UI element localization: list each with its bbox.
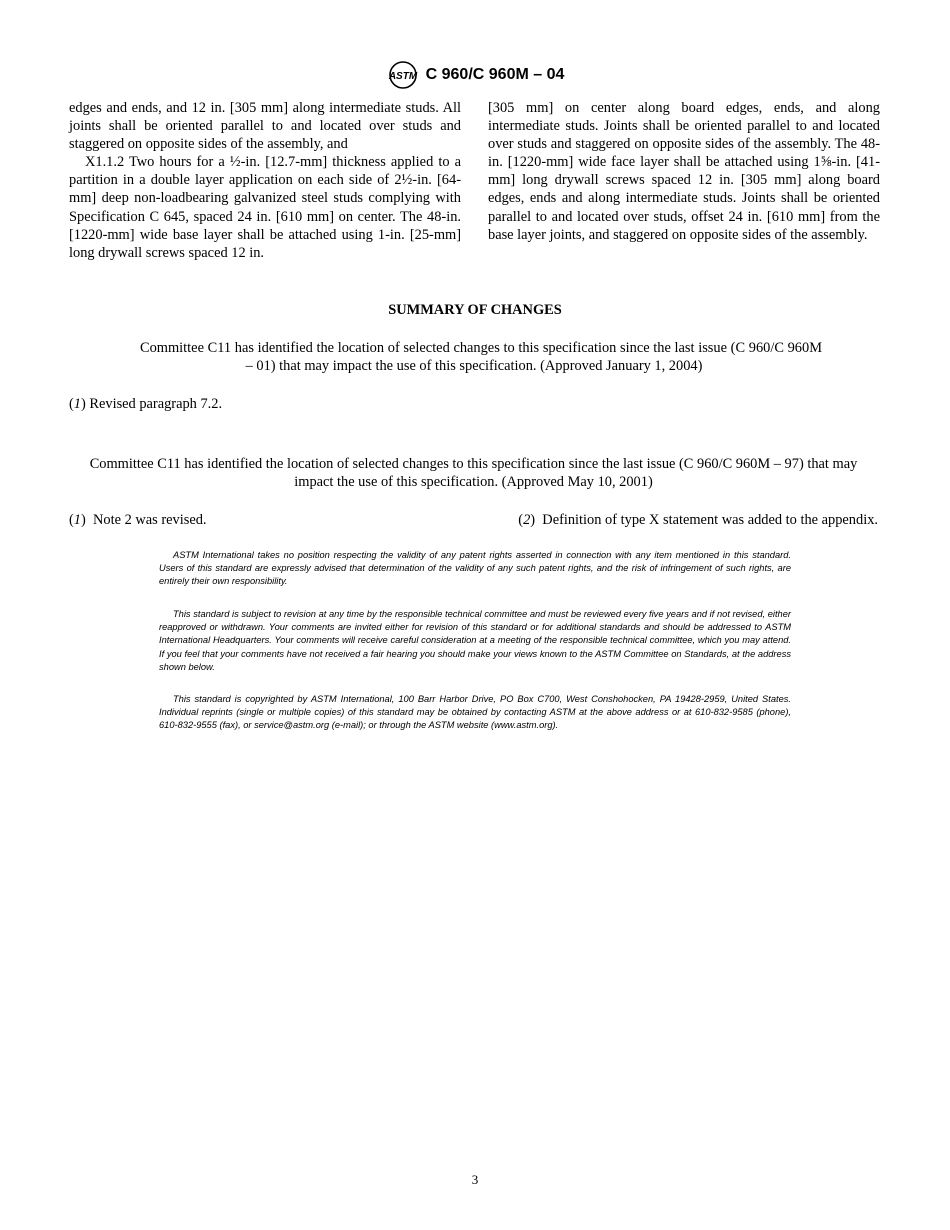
left-para-1: edges and ends, and 12 in. [305 mm] along intermediate studs. All joints shall be oriented parallel to and located over studs and staggered on opposite sides of the assembly, and [69,100,461,153]
patent-notice: ASTM International takes no position respecting the validity of any patent rights asserted in connection with any item mentioned in this standard. Users of this standard are expressly advised that determination of the validity of any such patent rights, and the risk of infringement of such rights, are entirely their own responsibility. [159,550,791,587]
logo-text: ASTM [388,71,417,82]
revision-notice: This standard is subject to revision at any time by the responsible technical committee and must be reviewed every five years and if not revised, either reapproved or withdrawn. Your comments are invited either for revision of this standard or for additional standards and should be addressed to ASTM International Headquarters. Your comments will receive careful consideration at a meeting of the responsible technical committee, which you may attend. If you feel that your comments have not received a fair hearing you should make your views known to the ASTM Committee on Standards, at the address shown below. [159,609,791,672]
left-para-2: X1.1.2 Two hours for a ½-in. [12.7-mm] thickness applied to a partition in a double layer application on each side of 2½-in. [64-mm] deep non-loadbearing galvanized steel studs complying with Specification C 645, spaced 24 in. [610 mm] on center. The 48-in. [1220-mm] wide base layer shall be attached using 1-in. [25-mm] long drywall screws spaced 12 in. [69,154,461,261]
item-number: 1 [73,512,81,528]
right-para-1: [305 mm] on center along board edges, ends, and along intermediate studs. Joints shall be oriented parallel to and located over studs and staggered on opposite sides of the assembly. The 48-in. [1220-mm] wide face layer shall be attached using 1⅝-in. [41-mm] long drywall screws spaced 12 in. [305 mm] along board edges, ends and along intermediate studs. Joints shall be oriented parallel to and located over studs, offset 24 in. [610 mm] from the base layer joints, and staggered on opposite sides of the assembly. [488,100,880,243]
item-text: Definition of type X statement was added to the appendix. [542,512,878,528]
copyright-notice: This standard is copyrighted by ASTM International, 100 Barr Harbor Drive, PO Box C700, West Conshohocken, PA 19428-2959, United States. Individual reprints (single or multiple copies) of this standard may be obtained by contacting ASTM at the above address or at 610-832-9585 (phone), 610-832-9555 (fax), or service@astm.org (e-mail); or through the ASTM website (www.astm.org). [159,694,791,731]
note2-item-1: (1) Note 2 was revised. [69,512,207,528]
note2-item-2: (2) Definition of type X statement was added to the appendix. [518,512,878,528]
summary-note-1: Committee C11 has identified the location of selected changes to this specification since the last issue (C 960/C 960M – 01) that may impact the use of this specification. (Approved January 1, 2004) [140,340,822,375]
right-column [488,99,880,244]
item-number: 1 [73,396,81,412]
astm-logo-icon [386,60,420,90]
item-text: Note 2 was revised. [93,512,207,528]
page-number: 3 [471,1172,479,1187]
item-text: Revised paragraph 7.2. [89,396,223,412]
page-header [0,60,950,90]
note1-item-1: (1) Revised paragraph 7.2. [69,396,223,412]
left-column [69,99,461,262]
item-number: 2 [523,512,531,528]
summary-heading: SUMMARY OF CHANGES [388,302,562,318]
standard-designation: C 960/C 960M – 04 [425,66,565,83]
summary-note-2: Committee C11 has identified the location of selected changes to this specification since the last issue (C 960/C 960M – 97) that may impact the use of this specification. (Approved May 10, 2001) [89,456,858,491]
